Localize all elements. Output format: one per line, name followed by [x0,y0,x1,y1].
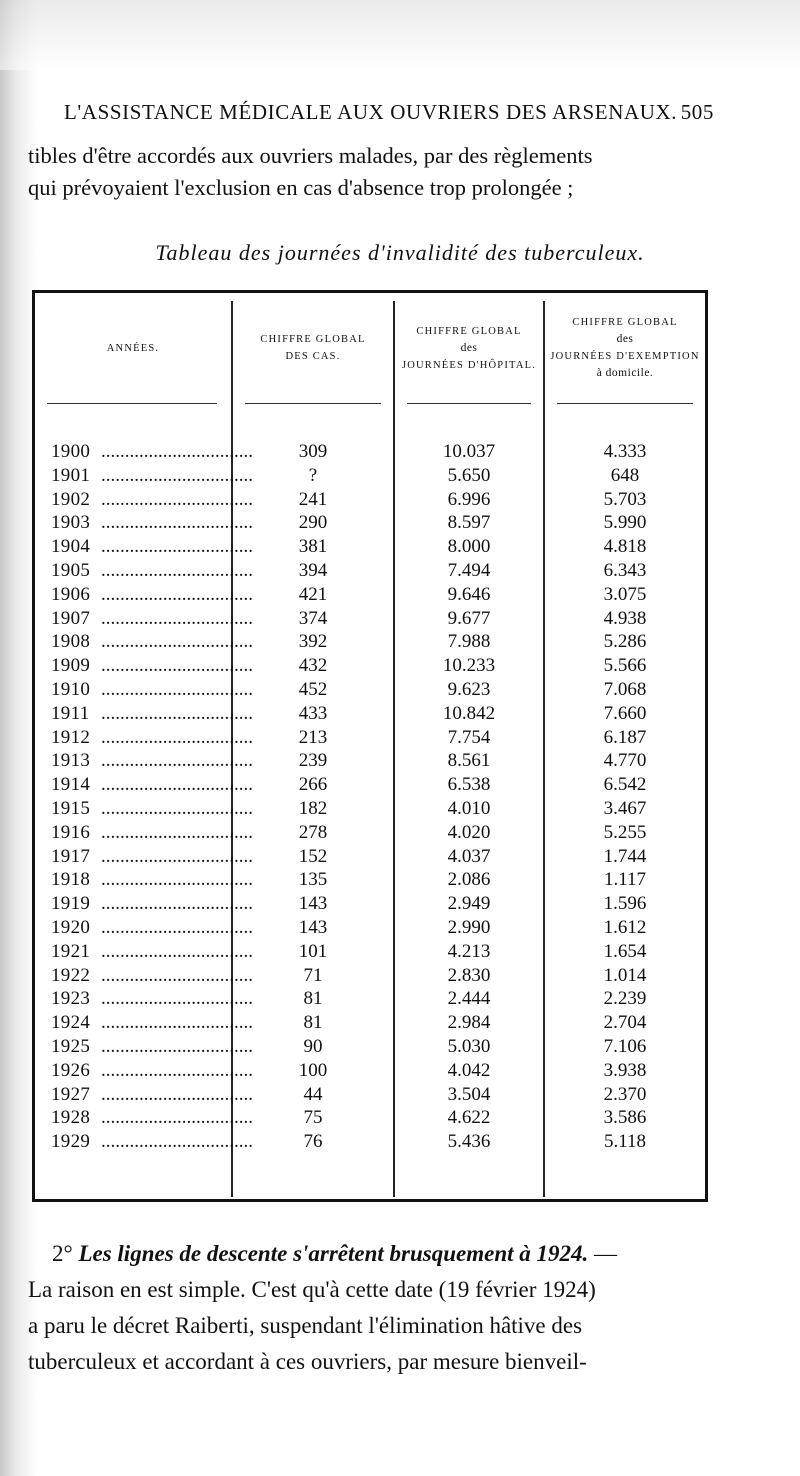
year-cell: 1927 [51,1083,91,1105]
column-header-years [35,293,231,403]
leader-dots: ................................ [101,750,253,772]
year-cell: 1925 [51,1036,91,1057]
exemption-days-cell: 3.075 [603,583,647,605]
table-row [35,654,711,678]
year-cell: 1906 [51,583,91,605]
leader-dots: ................................ [101,1107,253,1129]
table-row [35,821,711,845]
year-cell: 1903 [51,512,91,534]
cases-cell: 44 [303,1083,323,1105]
cases-cell: 213 [298,726,328,748]
header-hospital-line1: CHIFFRE GLOBAL [416,325,522,337]
cases-cell: 381 [298,536,328,558]
cases-cell: 100 [298,1059,328,1081]
year-cell: 1908 [51,631,91,653]
hospital-days-cell: 7.754 [447,726,491,748]
header-years-label: ANNÉES. [106,342,160,354]
year-cell: 1923 [51,988,91,1010]
leader-dots: ................................ [101,917,253,938]
header-rule [245,403,381,404]
exemption-days-cell: 7.068 [603,679,647,700]
exemption-days-cell: 5.118 [603,1131,647,1153]
header-exemption-line1: CHIFFRE GLOBAL [572,317,678,328]
leader-dots: ................................ [101,798,253,819]
exemption-days-cell: 1.612 [603,917,647,938]
cases-cell: 266 [298,774,328,796]
exemption-days-cell: 5.566 [603,655,647,677]
cases-cell: 392 [298,631,328,653]
exemption-days-cell: 1.117 [603,869,647,891]
table-row [35,583,711,607]
year-cell: 1926 [51,1059,91,1081]
hospital-days-cell: 10.842 [442,702,496,724]
leader-dots: ................................ [101,893,253,915]
year-cell: 1900 [51,441,91,462]
cases-cell: 278 [298,821,328,843]
year-cell: 1917 [51,845,91,867]
leader-dots: ................................ [101,631,253,653]
table-row [35,440,711,464]
hospital-days-cell: 5.030 [447,1036,491,1057]
hospital-days-cell: 2.444 [447,988,491,1010]
table-row [35,511,711,535]
hospital-days-cell: 4.020 [447,821,491,843]
hospital-days-cell: 4.010 [447,798,491,819]
exemption-days-cell: 5.255 [603,821,647,843]
year-cell: 1913 [51,750,91,772]
page-number: 505 [680,100,714,124]
leader-dots: ................................ [101,940,253,962]
point-heading: Les lignes de descente s'arrêtent brusquement à 1924. [78,1241,589,1266]
hospital-days-cell: 7.988 [447,631,491,653]
table-row [35,845,711,869]
hospital-days-cell: 8.597 [447,512,491,534]
hospital-days-cell: 10.233 [442,655,496,677]
exemption-days-cell: 4.770 [603,750,647,772]
cases-cell: 394 [298,560,328,581]
closing-paragraph [28,1236,718,1380]
exemption-days-cell: 6.542 [603,774,647,796]
table-row [35,702,711,726]
column-header-exemption [545,293,705,403]
table-row [35,488,711,512]
leader-dots: ................................ [101,821,253,843]
table-row [35,940,711,964]
exemption-days-cell: 7.106 [603,1036,647,1057]
exemption-days-cell: 1.596 [603,893,647,915]
exemption-days-cell: 5.286 [603,631,647,653]
closing-line: a paru le décret Raiberti, suspendant l'élimination hâtive des [28,1313,583,1338]
hospital-days-cell: 4.042 [447,1059,491,1081]
cases-cell: 309 [298,441,328,462]
table-row [35,607,711,631]
cases-cell: 374 [298,607,328,629]
leader-dots: ................................ [101,1012,253,1034]
year-cell: 1920 [51,917,91,938]
header-rule [47,403,217,404]
hospital-days-cell: 8.561 [447,750,491,772]
leader-dots: ................................ [101,702,253,724]
leader-dots: ................................ [101,655,253,677]
cases-cell: 71 [303,964,323,986]
cases-cell: 90 [303,1036,323,1057]
hospital-days-cell: 3.504 [447,1083,491,1105]
header-exemption-line2: des [616,333,634,345]
header-cases-line1: CHIFFRE GLOBAL [260,334,366,345]
cases-cell: 143 [298,917,328,938]
header-exemption-line4: à domicile. [596,367,654,379]
exemption-days-cell: 1.014 [603,964,647,986]
year-cell: 1914 [51,774,91,796]
year-cell: 1921 [51,940,91,962]
heading-dash: — [594,1241,618,1266]
leader-dots: ................................ [101,488,253,510]
hospital-days-cell: 9.646 [447,583,491,605]
cases-cell: ? [308,464,318,486]
leader-dots: ................................ [101,869,253,891]
year-cell: 1916 [51,821,91,843]
year-cell: 1907 [51,607,91,629]
exemption-days-cell: 6.343 [603,560,647,581]
exemption-days-cell: 4.938 [603,607,647,629]
hospital-days-cell: 9.623 [447,679,491,700]
table-row [35,892,711,916]
exemption-days-cell: 7.660 [603,702,647,724]
leader-dots: ................................ [101,845,253,867]
year-cell: 1929 [51,1131,91,1153]
cases-cell: 182 [298,798,328,819]
cases-cell: 81 [303,988,323,1010]
exemption-days-cell: 6.187 [603,726,647,748]
year-cell: 1912 [51,726,91,748]
table-row [35,464,711,488]
column-header-cases [233,293,393,403]
leader-dots: ................................ [101,560,253,581]
exemption-days-cell: 2.239 [603,988,647,1010]
header-hospital-line3: JOURNÉES D'HÔPITAL. [401,359,537,371]
leader-dots: ................................ [101,726,253,748]
leader-dots: ................................ [101,583,253,605]
header-cases-line2: DES CAS. [285,351,341,362]
year-cell: 1904 [51,536,91,558]
cases-cell: 432 [298,655,328,677]
cases-cell: 143 [298,893,328,915]
leader-dots: ................................ [101,1059,253,1081]
year-cell: 1922 [51,964,91,986]
intro-line: tibles d'être accordés aux ouvriers malades, par des règlements [28,143,593,168]
hospital-days-cell: 2.984 [447,1012,491,1034]
table-row [35,749,711,773]
leader-dots: ................................ [101,441,253,462]
table-row [35,1083,711,1107]
exemption-days-cell: 648 [610,464,640,486]
table-row [35,868,711,892]
leader-dots: ................................ [101,536,253,558]
cases-cell: 135 [298,869,328,891]
intro-paragraph [28,140,718,204]
hospital-days-cell: 4.037 [447,845,491,867]
hospital-days-cell: 6.538 [447,774,491,796]
table-row [35,535,711,559]
cases-cell: 239 [298,750,328,772]
hospital-days-cell: 2.830 [447,964,491,986]
year-cell: 1902 [51,488,91,510]
exemption-days-cell: 2.370 [603,1083,647,1105]
hospital-days-cell: 4.213 [447,940,491,962]
leader-dots: ................................ [101,1036,253,1057]
intro-line: qui prévoyaient l'exclusion en cas d'absence trop prolongée ; [28,175,574,200]
leader-dots: ................................ [101,774,253,796]
cases-cell: 75 [303,1107,323,1129]
table-row [35,797,711,821]
hospital-days-cell: 8.000 [447,536,491,558]
point-number: 2° [52,1241,73,1266]
leader-dots: ................................ [101,988,253,1010]
hospital-days-cell: 10.037 [442,441,496,462]
table-row [35,1059,711,1083]
table-row [35,726,711,750]
year-cell: 1905 [51,560,91,581]
cases-cell: 433 [298,702,328,724]
table-row [35,916,711,940]
exemption-days-cell: 3.938 [603,1059,647,1081]
exemption-days-cell: 2.704 [603,1012,647,1034]
closing-heading-line [28,1236,718,1272]
cases-cell: 76 [303,1131,323,1153]
table-row [35,773,711,797]
table-row [35,964,711,988]
cases-cell: 81 [303,1012,323,1034]
leader-dots: ................................ [101,464,253,486]
hospital-days-cell: 5.436 [447,1131,491,1153]
leader-dots: ................................ [101,964,253,986]
scan-shadow-top [0,0,800,70]
hospital-days-cell: 2.990 [447,917,491,938]
exemption-days-cell: 1.654 [603,940,647,962]
year-cell: 1915 [51,798,91,819]
table-caption: Tableau des journées d'invalidité des tuberculeux. [155,240,645,265]
header-exemption-line3: JOURNÉES D'EXEMPTION [550,351,700,362]
cases-cell: 101 [298,940,328,962]
exemption-days-cell: 1.744 [603,845,647,867]
table-row [35,1035,711,1059]
year-cell: 1901 [51,464,91,486]
table-row [35,1011,711,1035]
header-rule [407,403,531,404]
year-cell: 1909 [51,655,91,677]
exemption-days-cell: 4.333 [603,441,647,462]
hospital-days-cell: 2.949 [447,893,491,915]
exemption-days-cell: 5.703 [603,488,647,510]
year-cell: 1911 [51,702,90,724]
table-row [35,987,711,1011]
hospital-days-cell: 6.996 [447,488,491,510]
cases-cell: 290 [298,512,328,534]
year-cell: 1924 [51,1012,91,1034]
hospital-days-cell: 9.677 [447,607,491,629]
table-row [35,1130,711,1154]
hospital-days-cell: 2.086 [447,869,491,891]
leader-dots: ................................ [101,1083,253,1105]
data-table [32,290,708,1202]
table-row [35,678,711,702]
cases-cell: 241 [298,488,328,510]
running-head [64,100,714,125]
table-row [35,630,711,654]
leader-dots: ................................ [101,607,253,629]
leader-dots: ................................ [101,679,253,700]
year-cell: 1928 [51,1107,91,1129]
header-hospital-line2: des [460,341,478,354]
closing-line: La raison en est simple. C'est qu'à cette date (19 février 1924) [28,1277,596,1302]
year-cell: 1910 [51,679,91,700]
cases-cell: 452 [298,679,328,700]
exemption-days-cell: 3.467 [603,798,647,819]
leader-dots: ................................ [101,512,253,534]
column-header-hospital [395,293,543,403]
table-row [35,1106,711,1130]
header-rule [557,403,693,404]
year-cell: 1918 [51,869,91,891]
hospital-days-cell: 7.494 [447,560,491,581]
hospital-days-cell: 5.650 [447,464,491,486]
year-cell: 1919 [51,893,91,915]
hospital-days-cell: 4.622 [447,1107,491,1129]
exemption-days-cell: 5.990 [603,512,647,534]
cases-cell: 421 [298,583,328,605]
exemption-days-cell: 3.586 [603,1107,647,1129]
leader-dots: ................................ [101,1131,253,1153]
cases-cell: 152 [298,845,328,867]
exemption-days-cell: 4.818 [603,536,647,558]
running-title: L'ASSISTANCE MÉDICALE AUX OUVRIERS DES ARSENAUX. [64,100,678,124]
closing-line: tuberculeux et accordant à ces ouvriers, par mesure bienveil- [28,1349,587,1374]
table-row [35,559,711,583]
